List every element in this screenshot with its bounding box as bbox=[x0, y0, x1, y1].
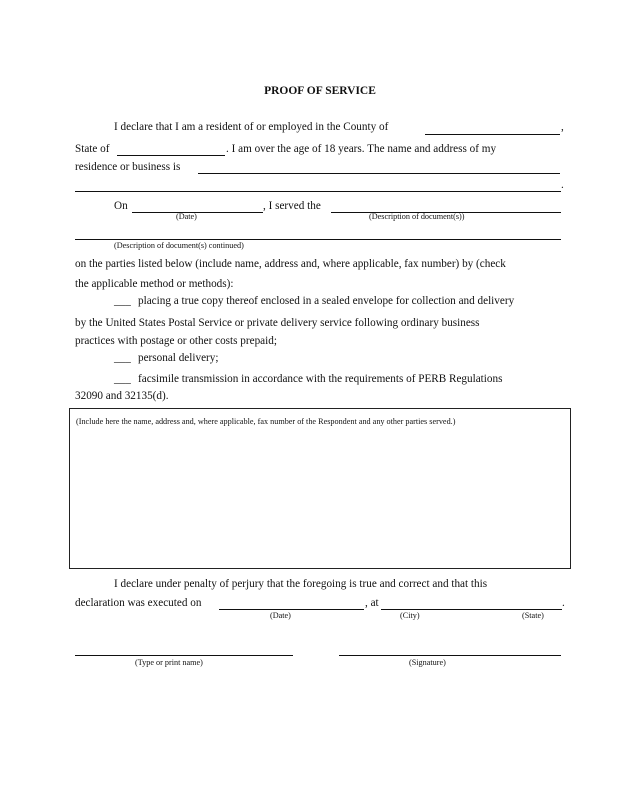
personal-checkbox-blank[interactable]: ___ bbox=[114, 352, 131, 364]
signature-caption: (Signature) bbox=[409, 658, 446, 667]
declaration-line-2: . I am over the age of 18 years. The name and address of my bbox=[226, 143, 497, 155]
document-description-caption: (Description of document(s)) bbox=[369, 212, 465, 221]
residence-address-field[interactable] bbox=[198, 173, 560, 174]
document-continued-caption: (Description of document(s) continued) bbox=[114, 241, 244, 250]
penalty-line-2: declaration was executed on bbox=[75, 597, 202, 609]
penalty-line-1: I declare under penalty of perjury that the foregoing is true and correct and that this bbox=[114, 578, 488, 590]
fax-checkbox-blank[interactable]: ___ bbox=[114, 373, 131, 385]
parties-served-box[interactable] bbox=[69, 408, 571, 569]
parties-box-instruction: (Include here the name, address and, where applicable, fax number of the Respondent and any other parties served.) bbox=[76, 417, 456, 426]
execution-date-field[interactable] bbox=[219, 609, 364, 610]
service-date-caption: (Date) bbox=[176, 212, 197, 221]
fax-method-line-2: 32090 and 32135(d). bbox=[75, 390, 169, 402]
mail-method-line-1: placing a true copy thereof enclosed in a sealed envelope for collection and delivery bbox=[138, 295, 515, 307]
fax-method-line-1: facsimile transmission in accordance with the requirements of PERB Regulations bbox=[138, 373, 503, 385]
state-label: State of bbox=[75, 143, 110, 155]
mail-method-line-2: by the United States Postal Service or private delivery service following ordinary business bbox=[75, 317, 480, 329]
residence-label: residence or business is bbox=[75, 161, 181, 173]
state-field[interactable] bbox=[117, 155, 225, 156]
print-name-caption: (Type or print name) bbox=[135, 658, 203, 667]
document-description-continued-field[interactable] bbox=[75, 239, 561, 240]
service-date-field[interactable] bbox=[132, 212, 263, 213]
parties-line-2: the applicable method or methods): bbox=[75, 278, 234, 290]
penalty-period: . bbox=[562, 597, 565, 609]
execution-date-caption: (Date) bbox=[270, 611, 291, 620]
signature-field[interactable] bbox=[339, 655, 561, 656]
mail-method-line-3: practices with postage or other costs prepaid; bbox=[75, 335, 277, 347]
execution-location-field[interactable] bbox=[381, 609, 562, 610]
declaration-line-1: I declare that I am a resident of or employed in the County of bbox=[114, 121, 389, 133]
residence-period: . bbox=[561, 179, 564, 191]
page-title: PROOF OF SERVICE bbox=[264, 85, 376, 97]
on-label: On bbox=[114, 200, 128, 212]
served-label: , I served the bbox=[263, 200, 321, 212]
state-caption: (State) bbox=[522, 611, 544, 620]
mail-checkbox-blank[interactable]: ___ bbox=[114, 295, 131, 307]
county-field[interactable] bbox=[425, 134, 560, 135]
city-caption: (City) bbox=[400, 611, 420, 620]
personal-delivery-label: personal delivery; bbox=[138, 352, 219, 364]
at-label: , at bbox=[365, 597, 379, 609]
residence-address-field-continued[interactable] bbox=[75, 191, 561, 192]
print-name-field[interactable] bbox=[75, 655, 293, 656]
parties-line-1: on the parties listed below (include name, address and, where applicable, fax number) by (check bbox=[75, 258, 506, 270]
declaration-line-1-comma: , bbox=[561, 121, 564, 133]
